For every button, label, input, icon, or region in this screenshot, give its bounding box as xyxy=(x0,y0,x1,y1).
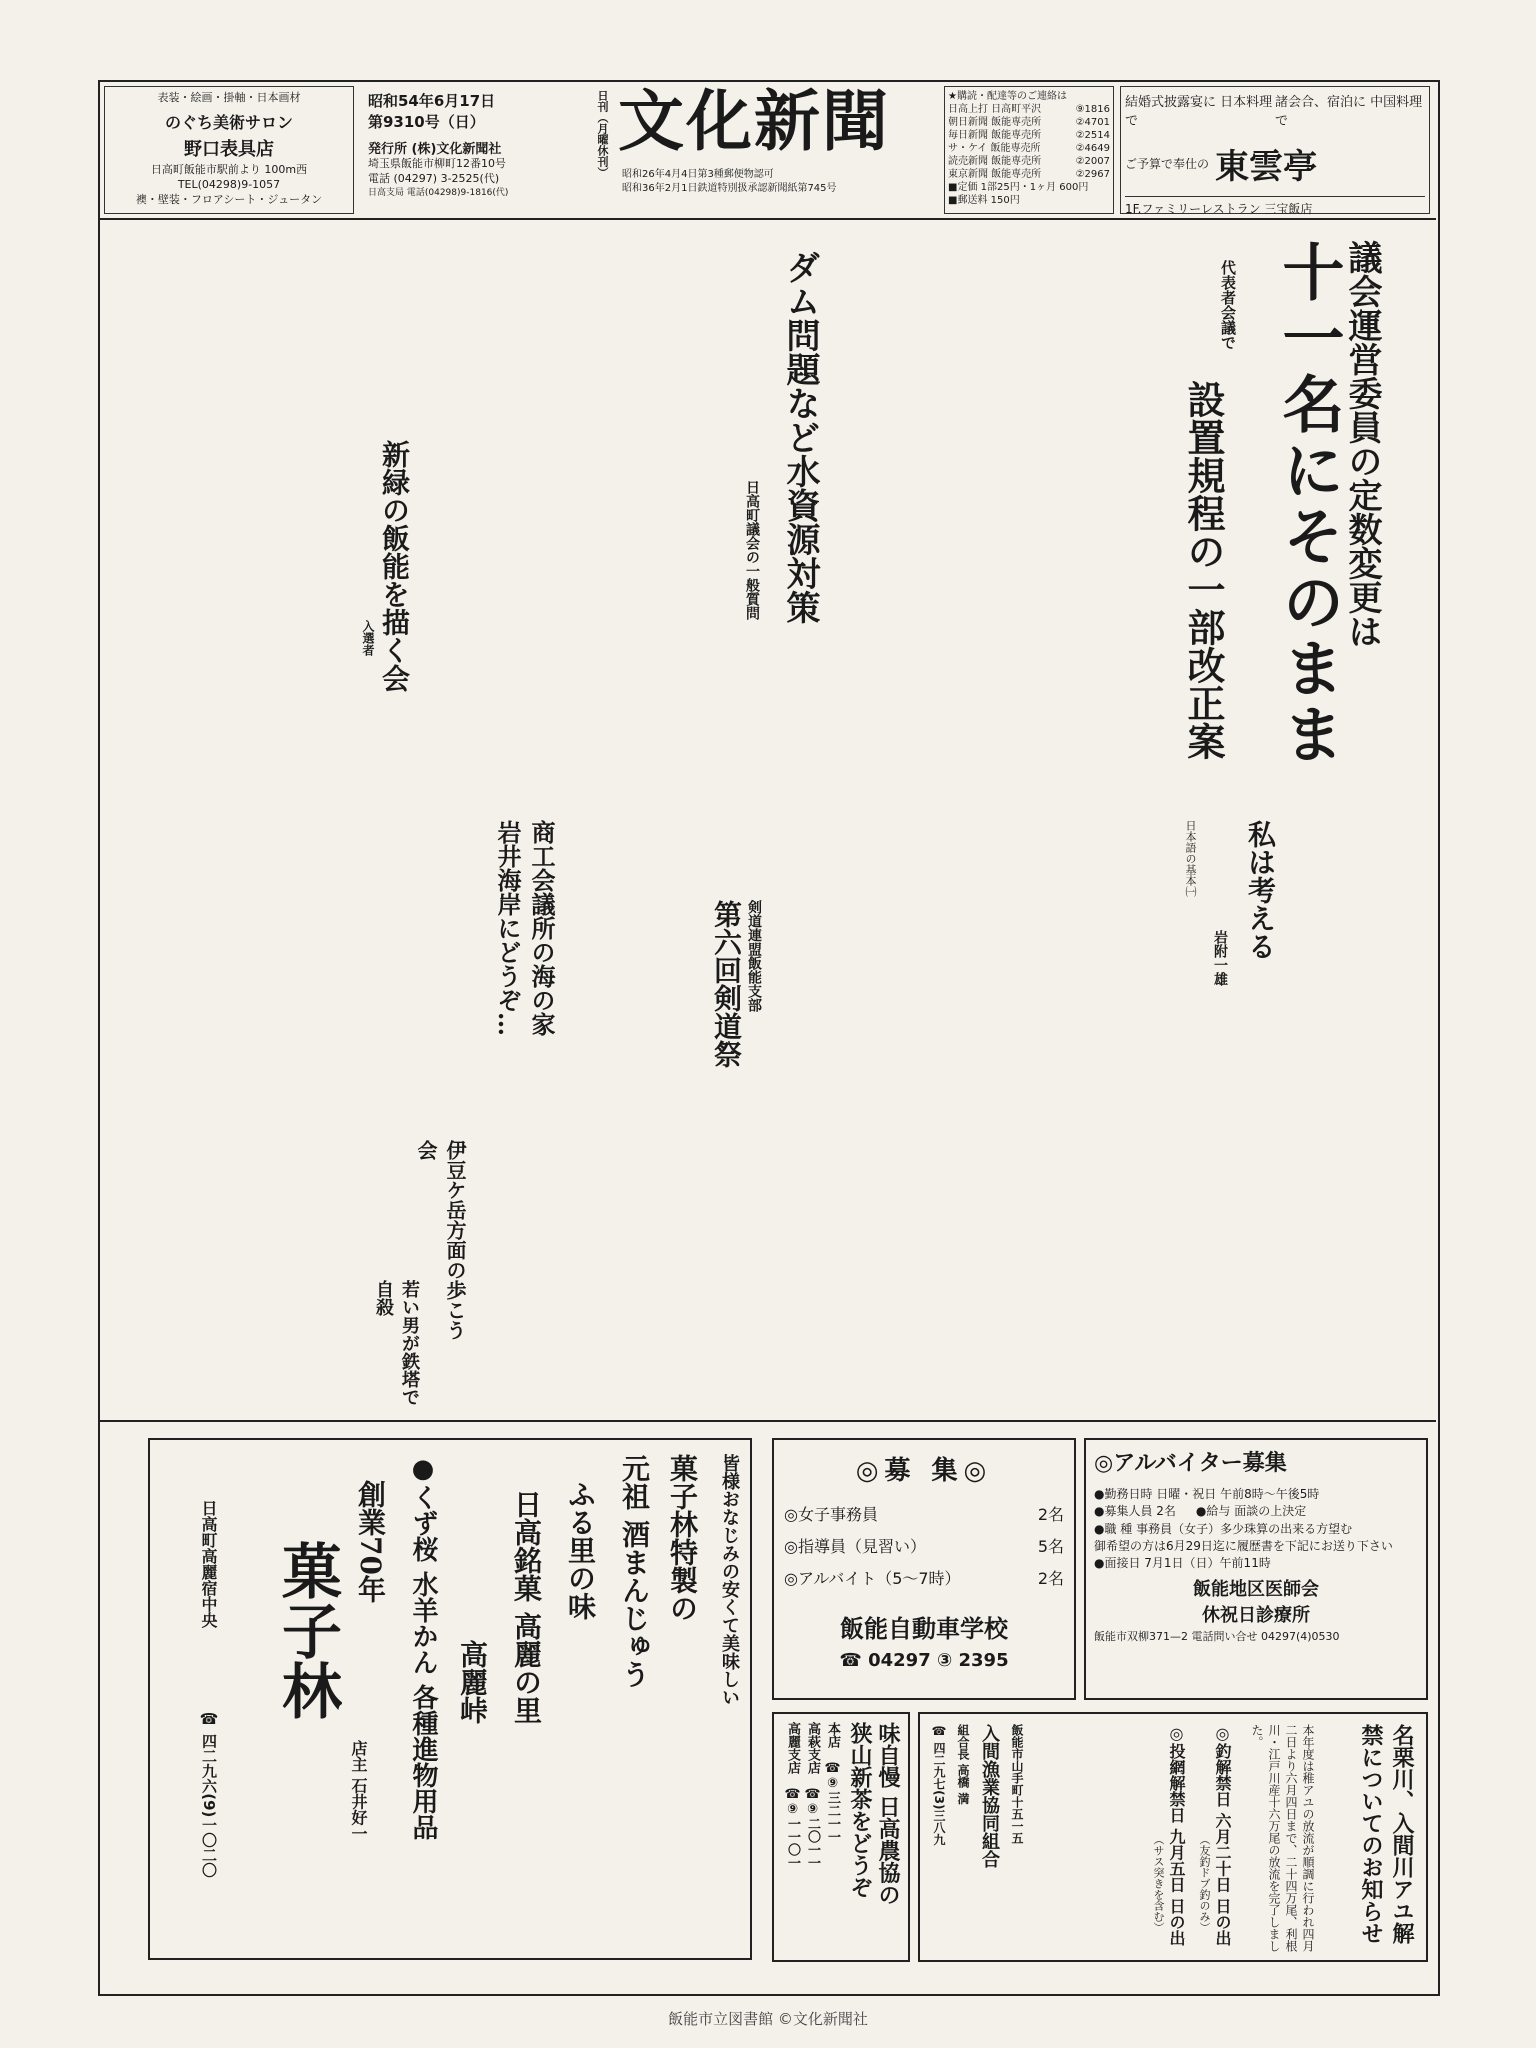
publisher-phone: 電話 (04297) 3-2525(代) xyxy=(368,171,500,185)
ad-iruma-date2: （友釣ドブ釣のみ） xyxy=(1198,1834,1211,1933)
agent-tel: ②2007 xyxy=(1075,156,1110,167)
article-shokokai-body xyxy=(380,820,480,1080)
ad-boshu-title: ◎募 集◎ xyxy=(855,1456,993,1486)
issue-number: 第9310号（日） xyxy=(368,113,485,131)
ad-sayama-branch-name: 高萩支店 xyxy=(805,1722,820,1774)
headline-dam-sub: 日高町議会の一般質問 xyxy=(744,480,760,620)
ad-sayama-branch xyxy=(823,1722,842,1958)
price: ■定価 1部25円・1ヶ月 600円 xyxy=(948,182,1089,193)
headline-shokokai-1: 商工会議所の海の家 xyxy=(527,820,556,1036)
ad-arbeit-interview: ●面接日 7月1日（日）午前11時 xyxy=(1094,1556,1271,1571)
ad-boshu-role: ◎指導員（見習い） xyxy=(784,1537,926,1556)
ad-boshu-item xyxy=(784,1499,1064,1531)
ad-arbeit xyxy=(1084,1438,1428,1700)
ad-kashirin-line4: 日高銘菓 高麗の里 xyxy=(510,1490,543,1724)
ad-iruma-body: 本年度は稚アユの放流が順調に行われ四月二日より六月四日まで、二十四万尾、利根川・江戸川産十六万尾の放流を完了しました。 xyxy=(1250,1724,1315,1952)
ad-arbeit-address: 飯能市双柳371—2 電話問い合せ 04297(4)0530 xyxy=(1094,1630,1340,1644)
ad-arbeit-row xyxy=(1094,1503,1418,1520)
headline-shokokai-2: 岩井海岸にどうぞ… xyxy=(493,820,522,1036)
article-misc-body xyxy=(430,560,590,810)
article-suicide-body xyxy=(104,1060,294,1420)
ad-shiunkaku-brand-row xyxy=(1125,139,1425,188)
column-body-1 xyxy=(1000,820,1170,1400)
newspaper-title: 文化新聞 xyxy=(618,82,890,160)
ad-sayama-line1: 味自慢 日高農協の xyxy=(875,1722,901,1906)
article-dam-body-2 xyxy=(420,250,590,550)
column-subtitle: 日本語の基本㈠ xyxy=(1184,820,1197,897)
ad-sayama-branch-tel: ☎⑨二〇一一 xyxy=(805,1787,820,1869)
ad-kashirin-line3: ふる里の味 xyxy=(564,1480,597,1620)
ad-boshu-count: 5名 xyxy=(1037,1537,1064,1556)
ad-boshu-list xyxy=(784,1499,1064,1595)
headline-kendo-2: 第六回剣道祭 xyxy=(710,900,743,1068)
article-kendo-body xyxy=(600,900,696,1420)
headline-suicide: 若い男が鉄塔で自殺 xyxy=(373,1280,420,1406)
agent-row xyxy=(948,116,1110,129)
ad-shiunkaku xyxy=(1120,86,1430,214)
ad-arbeit-hours: ●勤務日時 日曜・祝日 午前8時〜午後5時 xyxy=(1094,1486,1320,1501)
agent-name: 日高上打 日高町平沢 xyxy=(948,104,1042,115)
ad-iruma-date4: （サス突きを含む） xyxy=(1152,1834,1165,1933)
ad-noguchi-line1: 表装・絵画・掛軸・日本画材 xyxy=(157,91,301,104)
ad-noguchi-salon: のぐち美術サロン xyxy=(164,112,293,132)
agent-row xyxy=(948,129,1110,142)
ad-iruma-notice: 名栗川、入間川アユ解禁についてのお知らせ xyxy=(1358,1724,1415,1944)
ad-boshu-role: ◎女子事務員 xyxy=(784,1505,878,1524)
ad-sayama-branch xyxy=(783,1722,802,1958)
ad-kashirin-address: 日高町高麗宿中央 xyxy=(199,1500,218,1628)
ad-shiunkaku-line1: 結婚式披露宴に 日本料理で xyxy=(1125,95,1273,129)
article-shinryoku-body xyxy=(104,630,354,1050)
publisher-address: 埼玉県飯能市柳町12番10号 xyxy=(368,157,506,170)
headline-kendo-1: 剣道連盟飯能支部 xyxy=(746,900,762,1012)
ad-arbeit-apply: 御希望の方は6月29日迄に履歴書を下記にお送り下さい xyxy=(1094,1539,1393,1554)
headline-shinryoku-sub: 入選者 xyxy=(361,620,375,656)
ad-iruma-name: 入間漁業協同組合 xyxy=(979,1724,1000,1868)
subscription-box xyxy=(944,86,1114,214)
ad-kashirin-line2: 元祖 酒まんじゅう xyxy=(618,1454,651,1688)
ad-arbeit-org1: 飯能地区医師会 xyxy=(1193,1578,1319,1600)
ad-iruma-tel: ☎ 四二九七(3)三八九 xyxy=(932,1724,946,1846)
ad-arbeit-title: ◎アルバイター募集 xyxy=(1094,1451,1287,1476)
issue-date: 昭和54年6月17日 xyxy=(368,92,496,110)
headline-kicker: 代表者会議で xyxy=(1219,260,1237,350)
agent-name: 東京新聞 飯能専売所 xyxy=(948,169,1042,180)
subscription-header: ★購読・配達等のご連絡は xyxy=(948,91,1067,102)
agent-tel: ⑨1816 xyxy=(1075,104,1110,115)
footer-credit: 飯能市立図書館 ©文化新聞社 xyxy=(668,2010,868,2028)
agent-tel: ②2967 xyxy=(1075,169,1110,180)
agent-name: 毎日新聞 飯能専売所 xyxy=(948,130,1042,141)
article-main-body-1 xyxy=(1120,240,1164,750)
publisher: 発行所 (株)文化新聞社 xyxy=(368,142,502,157)
postage: ■郵送料 150円 xyxy=(948,195,1020,206)
branch-phone: 日高支局 電話(04298)9-1816(代) xyxy=(368,187,509,198)
ad-boshu-role: ◎アルバイト（5〜7時） xyxy=(784,1569,961,1588)
ad-iruma-date3: ◎投網解禁日 九月五日 日の出 xyxy=(1167,1724,1186,1947)
ad-kashirin-line5: 高麗峠 xyxy=(456,1640,489,1724)
license-info xyxy=(622,168,952,195)
ad-shiunkaku-line2: 諸会合、宿泊に 中国料理で xyxy=(1275,95,1423,129)
article-main-body-2 xyxy=(905,240,1115,700)
ad-noguchi xyxy=(104,86,354,214)
agent-name: 朝日新聞 飯能専売所 xyxy=(948,117,1042,128)
ad-iruma-address: 飯能市山手町十五一五 xyxy=(1010,1724,1024,1844)
column-author: 岩附一雄 xyxy=(1212,930,1228,986)
article-main-body-3 xyxy=(905,720,1100,800)
ad-iruma-date1: ◎釣解禁日 六月二十日 日の出 xyxy=(1213,1724,1232,1947)
ad-arbeit-job: ●職 種 事務員（女子）多少珠算の出来る方望む xyxy=(1094,1521,1353,1536)
agent-tel: ②4701 xyxy=(1075,117,1110,128)
ad-shiunkaku-lines xyxy=(1125,91,1425,129)
headline-main-3: 設置規程の一部改正案 xyxy=(1181,380,1226,760)
ad-boshu-item xyxy=(784,1531,1064,1563)
column-body-2 xyxy=(1180,1040,1420,1400)
headline-main-2: 十一名にそのまま xyxy=(1272,240,1345,768)
headline-izu: 伊豆ケ岳方面の歩こう会 xyxy=(414,1140,467,1340)
agent-tel: ②4649 xyxy=(1075,143,1110,154)
ad-sayama xyxy=(772,1712,910,1962)
ad-boshu-count: 2名 xyxy=(1037,1569,1064,1588)
ad-noguchi-address: 日高町飯能市駅前より 100m西 xyxy=(150,162,308,176)
ad-sayama-branch-tel: ☎⑨三二一一 xyxy=(825,1761,840,1843)
ad-noguchi-shop: 野口表具店 xyxy=(184,138,274,160)
ad-boshu-count: 2名 xyxy=(1037,1505,1064,1524)
ad-boshu xyxy=(772,1438,1076,1700)
article-misc-body-2 xyxy=(780,1100,980,1400)
column-title: 私は考える xyxy=(1244,820,1277,960)
ad-arbeit-org2: 休祝日診療所 xyxy=(1202,1604,1310,1626)
license-line-2: 昭和36年2月1日鉄道特別扱承認新聞紙第745号 xyxy=(622,182,837,194)
ad-shiunkaku-footer: 1F.ファミリーレストラン 三宝飯店 xyxy=(1125,196,1425,217)
ad-kashirin-est: 創業70年 xyxy=(354,1480,387,1603)
schedule: 日刊（月曜休刊） xyxy=(596,90,609,178)
ad-sayama-branch-name: 高麗支店 xyxy=(785,1722,800,1774)
ad-sayama-branch-tel: ☎⑨一一〇一 xyxy=(785,1787,800,1869)
ad-sayama-line2: 狭山新茶をどうぞ xyxy=(847,1722,873,1898)
agent-name: サ・ケイ 飯能専売所 xyxy=(948,143,1041,154)
ad-kashirin-tel: ☎ 四二九六(9)一〇二〇 xyxy=(200,1710,218,1878)
headline-dam: ダム問題など水資源対策 xyxy=(780,250,820,624)
ad-shiunkaku-line3: ご予算で奉仕の xyxy=(1125,157,1210,171)
ad-kashirin-line6: ●くず桜 水羊かん 各種進物用品 xyxy=(408,1454,438,1841)
ad-separator xyxy=(98,1420,1436,1422)
agent-row xyxy=(948,168,1110,181)
headline-shinryoku: 新緑の飯能を描く会 xyxy=(378,440,411,692)
ad-noguchi-tel: TEL(04298)9-1057 xyxy=(177,177,281,191)
agent-row xyxy=(948,142,1110,155)
ad-kashirin xyxy=(148,1438,752,1960)
ad-boshu-company: 飯能自動車学校 xyxy=(840,1615,1008,1643)
license-line-1: 昭和26年4月4日第3種郵便物認可 xyxy=(622,169,774,180)
ad-noguchi-products: 襖・壁装・フロアシート・ジュータン xyxy=(135,192,323,206)
ad-arbeit-pay: ●給与 面談の上決定 xyxy=(1195,1504,1307,1519)
ad-kashirin-line1: 菓子林特製の xyxy=(666,1454,699,1622)
masthead-info xyxy=(368,90,588,199)
headline-main-1: 議会運営委員の定数変更は xyxy=(1342,240,1382,648)
agent-row xyxy=(948,155,1110,168)
ad-arbeit-count: ●募集人員 2名 xyxy=(1094,1504,1176,1519)
ad-boshu-item xyxy=(784,1563,1064,1595)
ad-kashirin-name: 菓子林 xyxy=(272,1540,342,1720)
ad-sayama-branch xyxy=(803,1722,822,1958)
agent-name: 読売新聞 飯能専売所 xyxy=(948,156,1042,167)
article-dam-body-1 xyxy=(600,250,730,780)
ad-sayama-branch-name: 本店 xyxy=(825,1722,840,1748)
ad-shiunkaku-brand: 東雲亭 xyxy=(1215,147,1318,187)
ad-iruma xyxy=(918,1712,1428,1962)
ad-kashirin-intro: 皆様おなじみの安くて美味しい xyxy=(719,1454,740,1706)
article-list-left-1 xyxy=(104,240,404,620)
ad-kashirin-owner: 店主 石井好一 xyxy=(349,1740,368,1842)
agent-tel: ②2514 xyxy=(1075,130,1110,141)
ad-boshu-tel: ☎ 04297 ③ 2395 xyxy=(839,1650,1009,1671)
agent-row xyxy=(948,103,1110,116)
ad-iruma-rep: 組合長 高橋 満 xyxy=(956,1724,970,1805)
